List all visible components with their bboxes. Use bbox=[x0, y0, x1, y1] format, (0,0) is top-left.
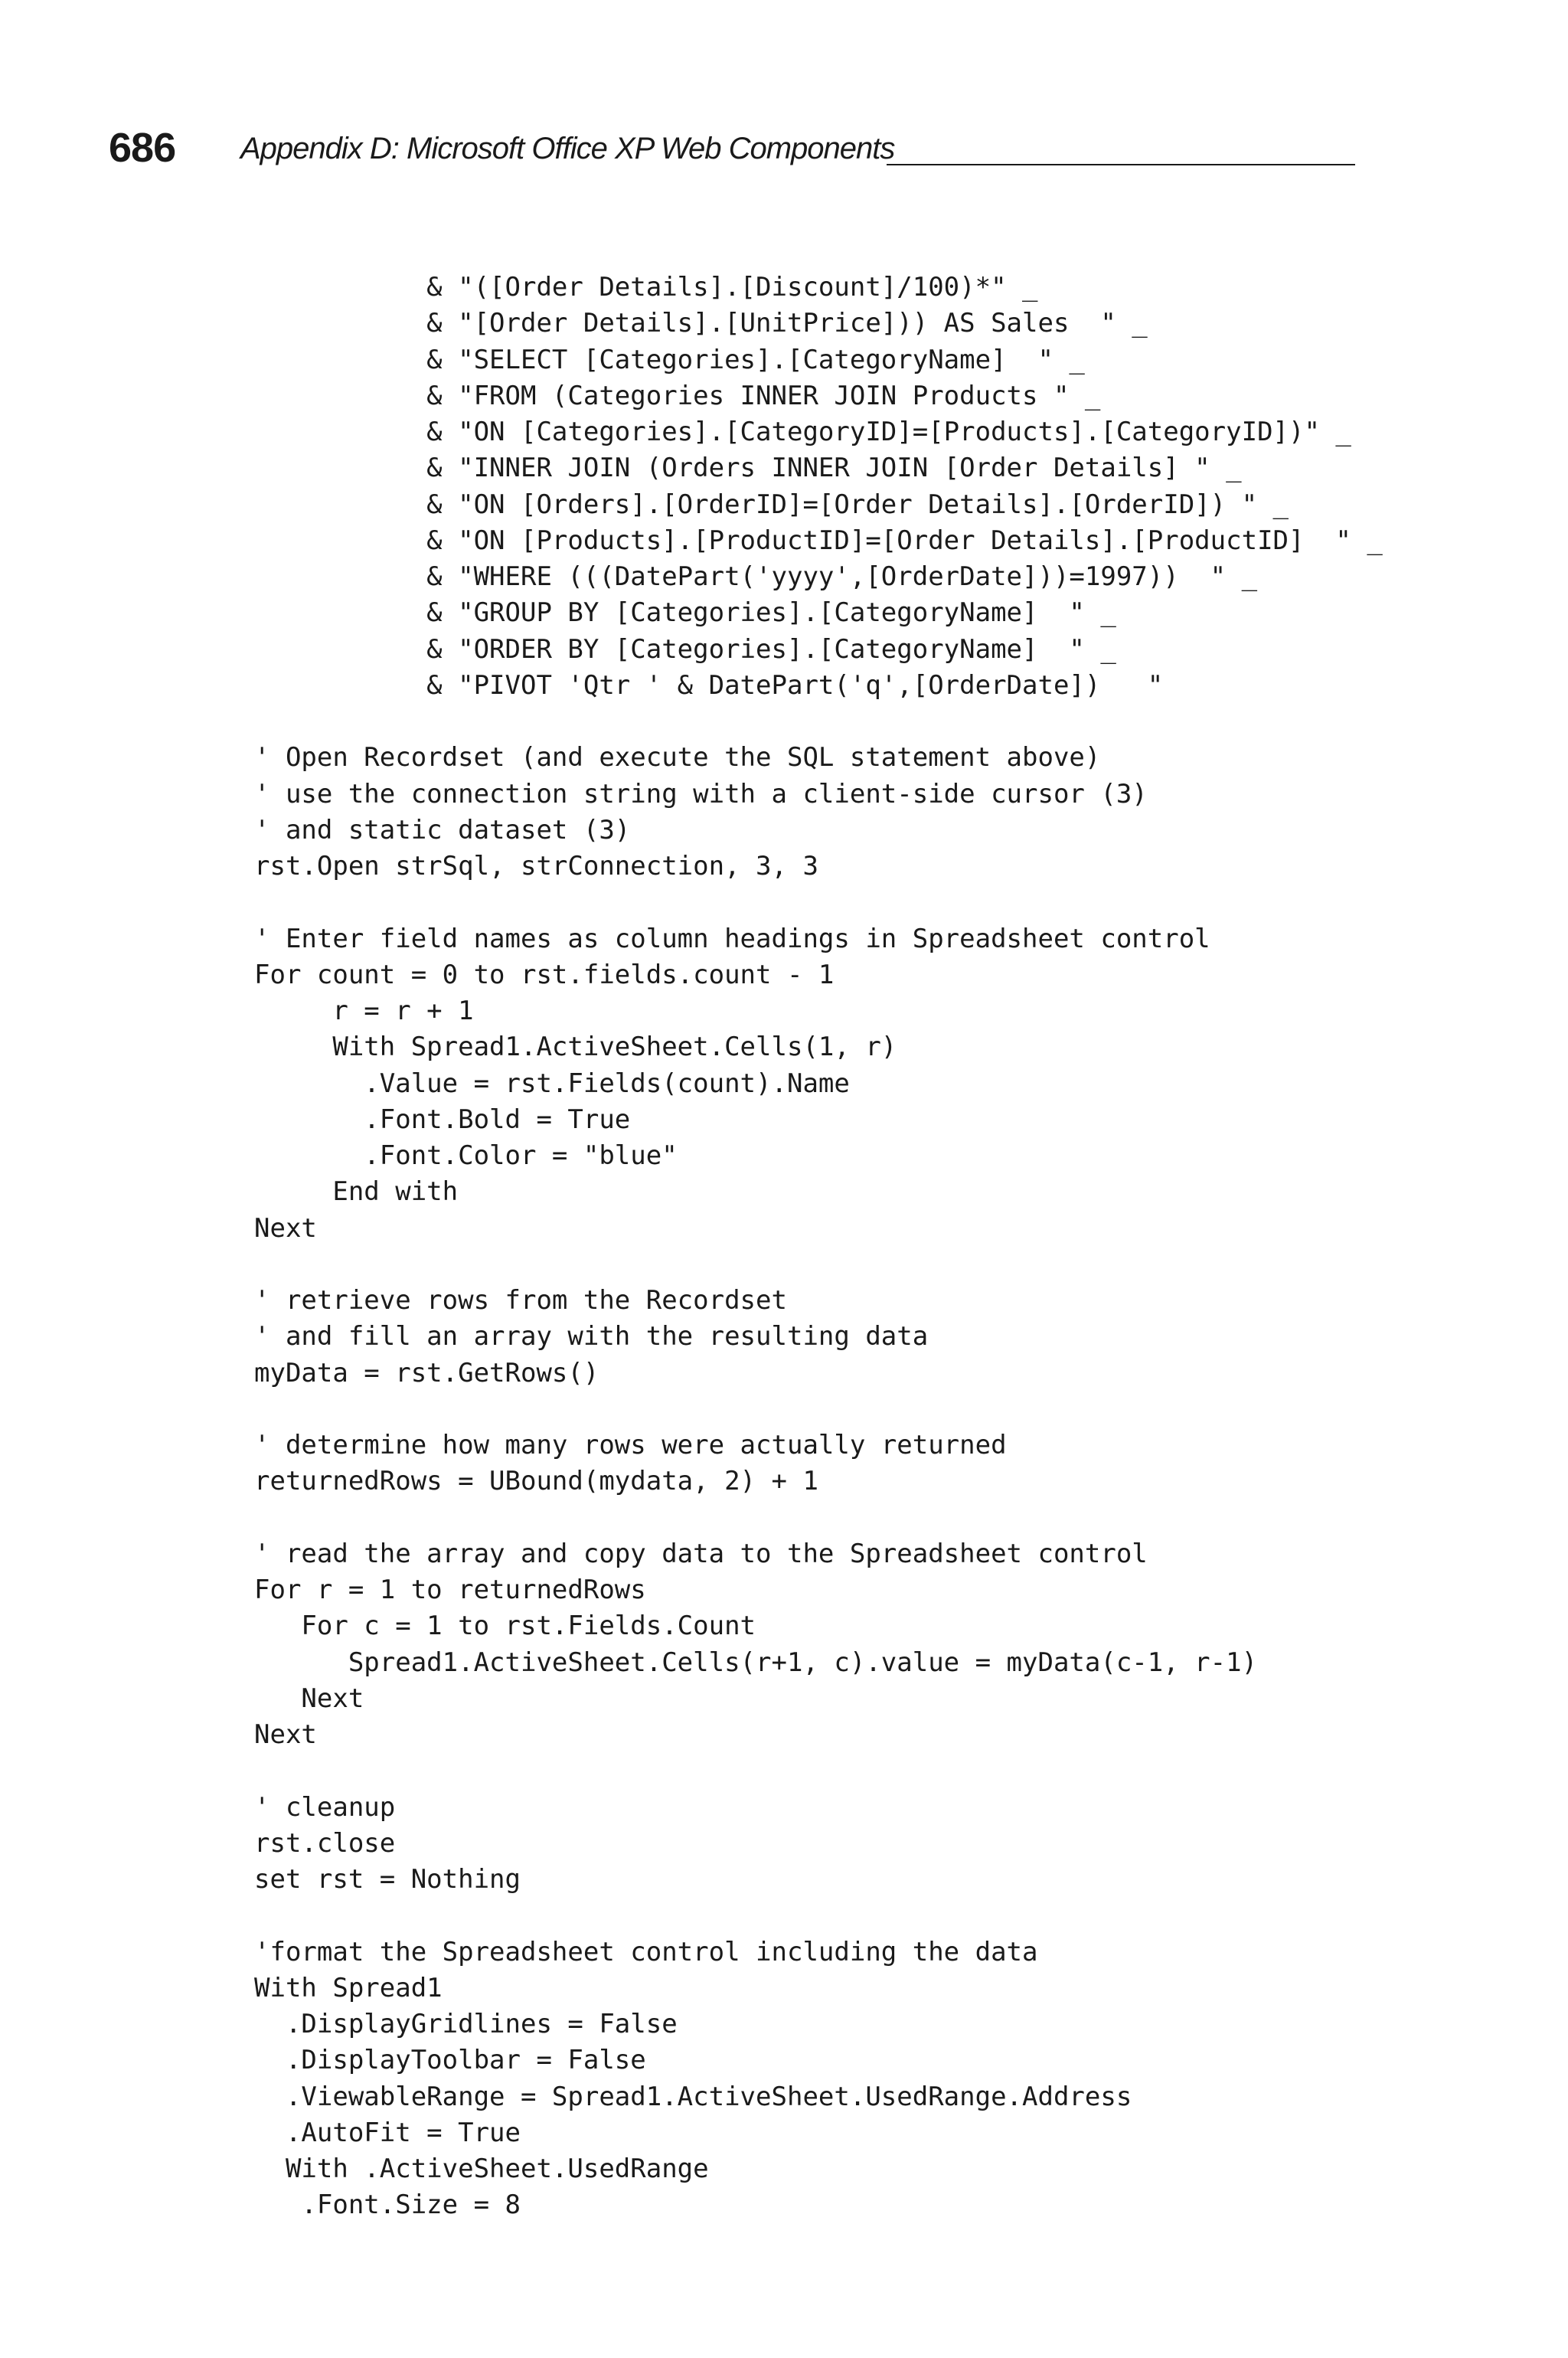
running-title: Appendix D: Microsoft Office XP Web Components bbox=[240, 132, 895, 165]
header-rule bbox=[887, 164, 1355, 165]
code-line: ' cleanup bbox=[254, 1791, 396, 1823]
code-line bbox=[254, 885, 1449, 921]
page-header bbox=[109, 121, 1355, 175]
code-line: ' Enter field names as column headings in Spreadsheet control bbox=[254, 923, 1210, 954]
code-line: .Font.Bold = True bbox=[254, 1104, 631, 1135]
code-line: myData = rst.GetRows() bbox=[254, 1357, 599, 1388]
code-line bbox=[254, 704, 1449, 740]
code-line: ' use the connection string with a client-side cursor (3) bbox=[254, 778, 1148, 809]
code-line bbox=[254, 1247, 1449, 1283]
code-line: With Spread1 bbox=[254, 1972, 443, 2003]
code-line: ' and static dataset (3) bbox=[254, 814, 631, 845]
code-line: & "INNER JOIN (Orders INNER JOIN [Order Details] " _ bbox=[254, 453, 1242, 484]
code-line: rst.Open strSql, strConnection, 3, 3 bbox=[254, 851, 818, 881]
code-line: For c = 1 to rst.Fields.Count bbox=[254, 1611, 756, 1642]
code-line: set rst = Nothing bbox=[254, 1864, 521, 1895]
code-line: With .ActiveSheet.UsedRange bbox=[254, 2154, 709, 2184]
code-line: & "[Order Details].[UnitPrice])) AS Sales " _ bbox=[254, 308, 1148, 339]
code-line: ' determine how many rows were actually returned bbox=[254, 1430, 1007, 1460]
code-line: Next bbox=[254, 1212, 317, 1244]
code-line: & "ON [Categories].[CategoryID]=[Products].[CategoryID])" _ bbox=[254, 417, 1351, 447]
code-line: & "GROUP BY [Categories].[CategoryName] " _ bbox=[254, 597, 1116, 629]
code-line: .DisplayGridlines = False bbox=[254, 2009, 678, 2039]
code-line: & "ON [Products].[ProductID]=[Order Details].[ProductID] " _ bbox=[254, 525, 1383, 556]
code-line: & "ON [Orders].[OrderID]=[Order Details].[OrderID]) " _ bbox=[254, 489, 1289, 520]
code-line: & "ORDER BY [Categories].[CategoryName] " _ bbox=[254, 633, 1116, 665]
code-line bbox=[254, 1753, 1449, 1789]
code-line bbox=[254, 1392, 1449, 1428]
code-line: Next bbox=[254, 1719, 317, 1750]
code-line: ' read the array and copy data to the Spreadsheet control bbox=[254, 1538, 1148, 1569]
code-line: .AutoFit = True bbox=[254, 2117, 521, 2148]
code-line: & "SELECT [Categories].[CategoryName] " _ bbox=[254, 344, 1085, 375]
code-line: & "([Order Details].[Discount]/100)*" _ bbox=[254, 272, 1038, 303]
code-line: & "FROM (Categories INNER JOIN Products " _ bbox=[254, 380, 1101, 411]
code-line bbox=[254, 1500, 1449, 1536]
code-line: rst.close bbox=[254, 1827, 396, 1859]
code-line: .Font.Color = "blue" bbox=[254, 1140, 678, 1171]
code-line: Next bbox=[254, 1683, 364, 1714]
code-line: For r = 1 to returnedRows bbox=[254, 1575, 646, 1605]
code-line: .ViewableRange = Spread1.ActiveSheet.UsedRange.Address bbox=[254, 2081, 1132, 2112]
code-line: Spread1.ActiveSheet.Cells(r+1, c).value = myData(c-1, r-1) bbox=[254, 1647, 1258, 1678]
code-line: & "WHERE (((DatePart('yyyy',[OrderDate]))=1997)) " _ bbox=[254, 561, 1258, 592]
page-number: 686 bbox=[109, 125, 176, 171]
code-line: r = r + 1 bbox=[254, 996, 474, 1026]
code-line: End with bbox=[254, 1176, 459, 1208]
code-line: returnedRows = UBound(mydata, 2) + 1 bbox=[254, 1466, 818, 1497]
code-line: .Value = rst.Fields(count).Name bbox=[254, 1068, 850, 1099]
code-line bbox=[254, 1898, 1449, 1934]
code-line: .Font.Size = 8 bbox=[254, 2190, 521, 2221]
code-line: ' Open Recordset (and execute the SQL statement above) bbox=[254, 742, 1101, 773]
code-line: 'format the Spreadsheet control including the data bbox=[254, 1936, 1038, 1967]
code-line: For count = 0 to rst.fields.count - 1 bbox=[254, 959, 835, 990]
code-line: ' and fill an array with the resulting data bbox=[254, 1321, 929, 1352]
code-line: ' retrieve rows from the Recordset bbox=[254, 1285, 787, 1316]
code-line: & "PIVOT 'Qtr ' & DatePart('q',[OrderDate]) " bbox=[254, 669, 1164, 701]
code-line: .DisplayToolbar = False bbox=[254, 2045, 646, 2076]
code-listing bbox=[254, 270, 1449, 2224]
code-line: With Spread1.ActiveSheet.Cells(1, r) bbox=[254, 1032, 897, 1063]
